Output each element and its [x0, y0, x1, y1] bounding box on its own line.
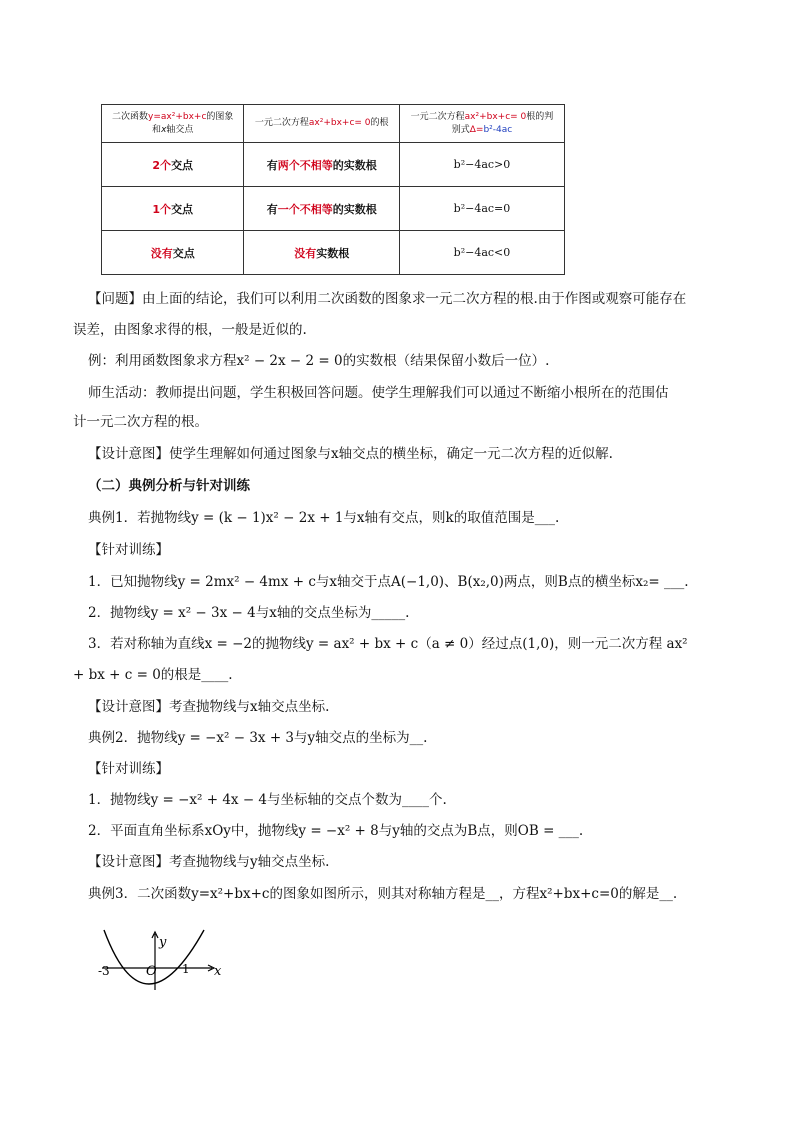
- x-axis-label: x: [214, 964, 222, 979]
- table-cell: b²−4ac<0: [399, 231, 564, 275]
- y-axis-label: y: [159, 935, 167, 950]
- origin-label: O: [146, 964, 157, 979]
- root-label-right: 1: [182, 962, 190, 976]
- problem-paragraph-line-1: 【问题】由上面的结论，我们可以利用二次函数的图象求一元二次方程的根.由于作图或观察可能存在: [88, 291, 687, 307]
- example-3: 典例3．二次函数y=x²+bx+c的图象如图所示，则其对称轴方程是__，方程x²+bx+c=0的解是__.: [88, 886, 678, 902]
- table-cell: 有两个不相等的实数根: [244, 143, 399, 187]
- root-label-left: -3: [98, 964, 110, 978]
- table-cell: 没有交点: [102, 231, 244, 275]
- table-row: [102, 187, 565, 231]
- practice-1-item-3-line-2: + bx + c = 0的根是____.: [73, 667, 233, 683]
- design-intent-2: 【设计意图】考查抛物线与x轴交点坐标.: [88, 699, 330, 715]
- example-2: 典例2．抛物线y = −x² − 3x + 3与y轴交点的坐标为__.: [88, 730, 428, 746]
- practice-1-item-1: 1．已知抛物线y = 2mx² − 4mx + c与x轴交于点A(−1,0)、B(x₂,0)两点，则B点的横坐标x₂= ___.: [88, 574, 689, 590]
- design-intent-3: 【设计意图】考查抛物线与y轴交点坐标.: [88, 854, 330, 870]
- activity-paragraph-line-2: 计一元二次方程的根。: [73, 414, 208, 430]
- table-cell: b²−4ac=0: [399, 187, 564, 231]
- practice-heading-2: 【针对训练】: [88, 761, 169, 777]
- table-cell: 1个交点: [102, 187, 244, 231]
- practice-2-item-2: 2．平面直角坐标系xOy中，抛物线y = −x² + 8与y轴的交点为B点，则OB = ___.: [88, 823, 584, 839]
- example-prompt: 例：利用函数图象求方程x² − 2x − 2 = 0的实数根（结果保留小数后一位）.: [88, 353, 550, 369]
- table-cell: 有一个不相等的实数根: [244, 187, 399, 231]
- table-cell: b²−4ac>0: [399, 143, 564, 187]
- table-cell: 2个交点: [102, 143, 244, 187]
- activity-paragraph-line-1: 师生活动：教师提出问题，学生积极回答问题。使学生理解我们可以通过不断缩小根所在的范围估: [88, 385, 669, 401]
- problem-paragraph-line-2: 误差，由图象求得的根，一般是近似的.: [73, 322, 307, 338]
- practice-2-item-1: 1．抛物线y = −x² + 4x − 4与坐标轴的交点个数为____个.: [88, 792, 447, 808]
- practice-heading-1: 【针对训练】: [88, 542, 169, 558]
- section-heading: （二）典例分析与针对训练: [88, 478, 250, 494]
- example-1: 典例1．若抛物线y = (k − 1)x² − 2x + 1与x轴有交点，则k的取值范围是___.: [88, 510, 560, 526]
- parabola-graph: [96, 928, 236, 1000]
- header-cell-intersections: 二次函数y=ax²+bx+c的图象 和x轴交点: [102, 105, 244, 143]
- table-cell: 没有实数根: [244, 231, 399, 275]
- header-cell-discriminant: 一元二次方程ax²+bx+c= 0根的判 别式Δ=b²-4ac: [399, 105, 564, 143]
- practice-1-item-3-line-1: 3．若对称轴为直线x = −2的抛物线y = ax² + bx + c（a ≠ 0）经过点(1,0)，则一元二次方程 ax²: [88, 636, 688, 652]
- table-row: [102, 143, 565, 187]
- table-header-row: [102, 105, 565, 143]
- practice-1-item-2: 2．抛物线y = x² − 3x − 4与x轴的交点坐标为_____.: [88, 605, 410, 621]
- comparison-table: [101, 104, 565, 275]
- design-intent-1: 【设计意图】使学生理解如何通过图象与x轴交点的横坐标，确定一元二次方程的近似解.: [88, 446, 613, 462]
- header-cell-roots: 一元二次方程ax²+bx+c= 0的根: [244, 105, 399, 143]
- table-row: [102, 231, 565, 275]
